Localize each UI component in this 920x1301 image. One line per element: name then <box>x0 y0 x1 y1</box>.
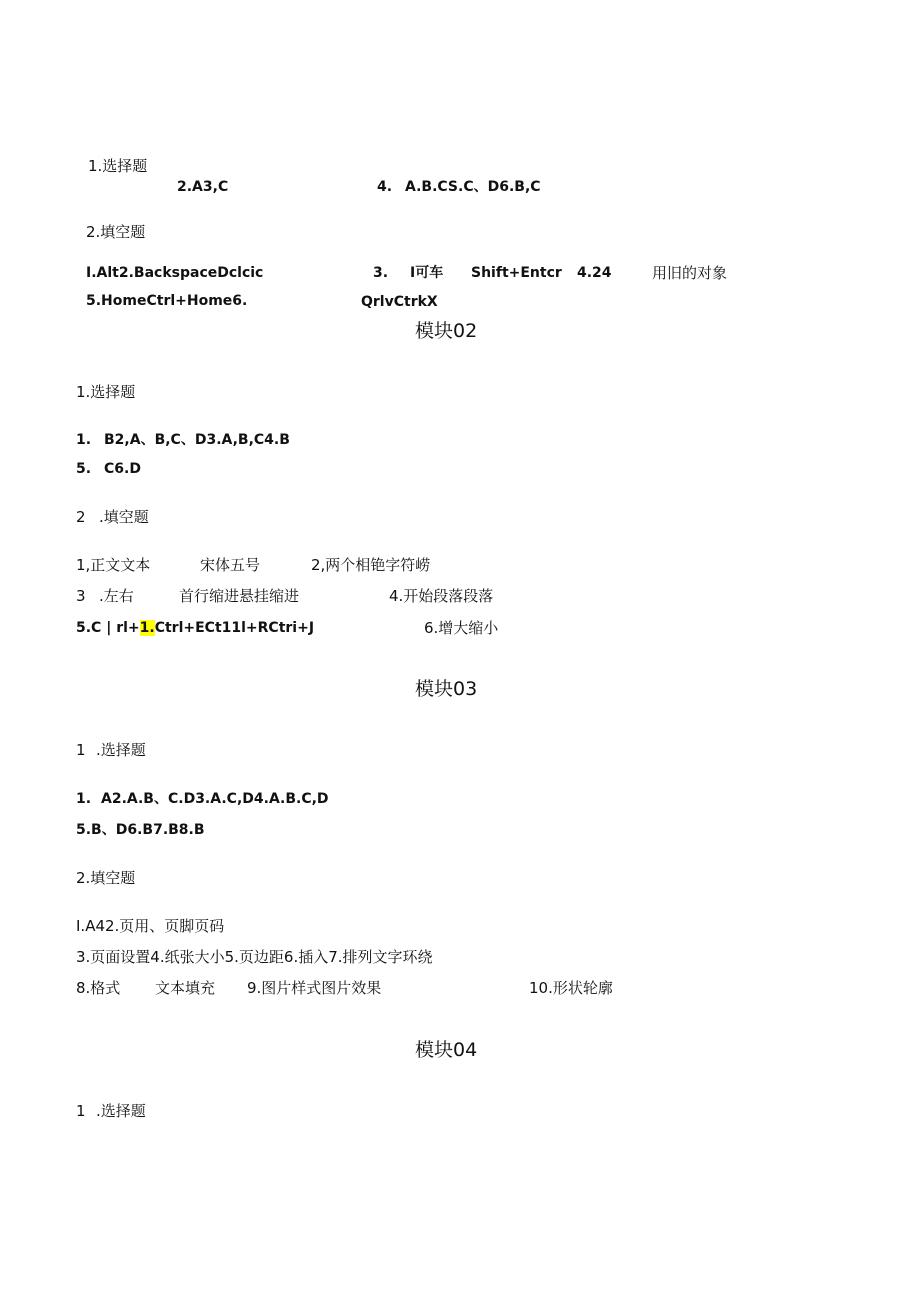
m2-choice-line1: B2,A、B,C、D3.A,B,C4.B <box>104 432 290 448</box>
m1-choice-title: 1.选择题 <box>88 157 148 175</box>
m4-choice-title-num: 1 <box>76 1102 86 1120</box>
m1-fill-answer-h: QrlvCtrkX <box>361 294 438 310</box>
m1-fill-answer-a: I.Alt2.BackspaceDclcic <box>86 265 264 281</box>
m3-fill-line2: 3.页面设置4.纸张大小5.页边距6.插入7.排列文字环绕 <box>76 948 433 966</box>
m2-fill-line1-b: 宋体五号 <box>200 556 261 574</box>
m2-choice-line1-num: 1. <box>76 432 92 448</box>
m1-choice-answer-c: A.B.CS.C、D6.B,C <box>405 179 541 195</box>
m2-fill-line1-a: 1,正文文本 <box>76 556 151 574</box>
m1-choice-answer-a: 2.A3,C <box>177 179 229 195</box>
m1-fill-answer-g: 5.HomeCtrl+Home6. <box>86 293 248 309</box>
m1-fill-answer-e: 4.24 <box>577 265 612 281</box>
m2-fill-line3 <box>76 619 314 637</box>
m2-fill-line2-b: .左右 <box>99 587 134 605</box>
m3-fill-line3-d: 10.形状轮廓 <box>529 979 613 997</box>
m3-choice-line1: A2.A.B、C.D3.A.C,D4.A.B.C,D <box>101 791 329 807</box>
m4-heading: 模块04 <box>415 1039 478 1061</box>
m3-choice-title: .选择题 <box>96 741 146 759</box>
m3-choice-title-num: 1 <box>76 741 86 759</box>
m4-choice-title: .选择题 <box>96 1102 146 1120</box>
m2-fill-line2-c: 首行缩进悬挂缩进 <box>179 587 300 605</box>
m1-fill-title: 2.填空题 <box>86 223 146 241</box>
m2-choice-line2: C6.D <box>104 461 141 477</box>
m3-choice-line1-num: 1. <box>76 791 92 807</box>
m3-fill-line3-b: 文本填充 <box>155 979 216 997</box>
m1-fill-answer-c: I可车 <box>410 265 444 281</box>
m2-fill-line2-d: 4.开始段落段落 <box>389 587 494 605</box>
m1-fill-answer-b: 3. <box>373 265 389 281</box>
m3-fill-line3-c: 9.图片样式图片效果 <box>247 979 382 997</box>
m2-fill-line1-c: 2,两个相铯字符崂 <box>311 556 431 574</box>
m2-fill-line3-c: 6.增大缩小 <box>424 619 499 637</box>
m3-fill-line3-a: 8.格式 <box>76 979 121 997</box>
m2-fill-title-num: 2 <box>76 508 86 526</box>
m2-fill-line2-a: 3 <box>76 587 86 605</box>
m3-choice-line2: 5.B、D6.B7.B8.B <box>76 822 205 838</box>
m2-fill-title: .填空题 <box>99 508 149 526</box>
m2-fill-line3-a: 5.C | rl+ <box>76 620 140 636</box>
highlighted-text: 1. <box>139 620 155 636</box>
m2-choice-title: 1.选择题 <box>76 383 136 401</box>
m2-choice-line2-num: 5. <box>76 461 92 477</box>
m1-choice-answer-b: 4. <box>377 179 393 195</box>
m2-heading: 模块02 <box>415 320 478 342</box>
m1-fill-answer-d: Shift+Entcr <box>471 265 562 281</box>
m1-fill-answer-f: 用旧的对象 <box>652 264 728 282</box>
m2-fill-line3-b: Ctrl+ECt11l+RCtri+J <box>154 620 315 636</box>
m3-fill-line1: I.A42.页用、页脚页码 <box>76 917 225 935</box>
m3-fill-title: 2.填空题 <box>76 869 136 887</box>
m3-heading: 模块03 <box>415 678 478 700</box>
